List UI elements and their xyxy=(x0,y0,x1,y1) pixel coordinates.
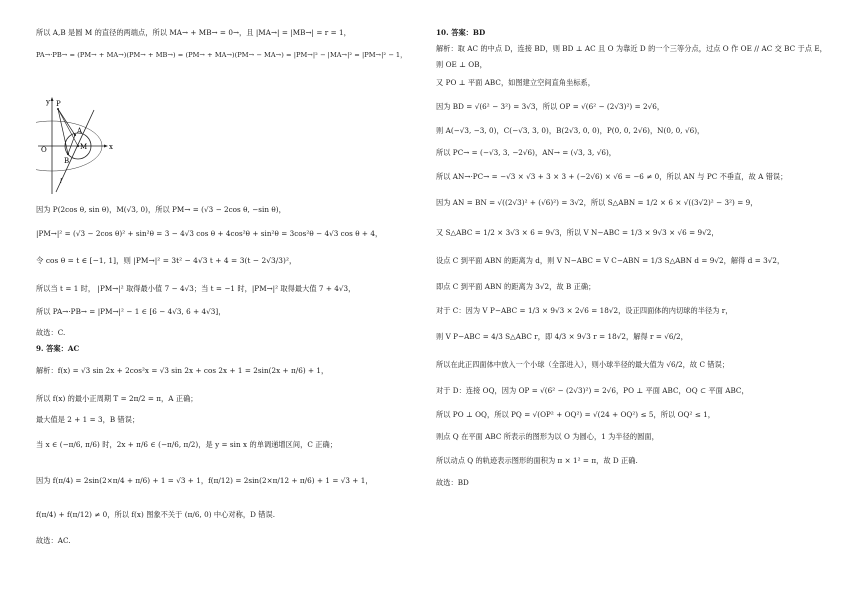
label-m: M xyxy=(80,143,88,151)
label-x: x xyxy=(109,143,113,151)
text-line: 所以动点 Q 的轨迹表示图形的面积为 π × 1² = π，故 D 正确. xyxy=(436,456,638,465)
text-line: 所以 PO ⊥ OQ，所以 PQ = √(OP² + OQ²) = √(24 + OQ²) ≤ 5，所以 OQ² ≤ 1， xyxy=(436,410,715,419)
text-line: 则 V P−ABC = 4/3 S△ABC r，即 4/3 × 9√3 r = 18√2，解得 r = √6/2， xyxy=(436,332,688,341)
text-line: 令 cos θ = t ∈ [−1, 1]，则 |PM→|² = 3t² − 4√3 t + 4 = 3(t − 2√3/3)²， xyxy=(36,256,297,265)
text-line: 因为 P(2cos θ, sin θ)，M(√3, 0)，所以 PM→ = (√3 − 2cos θ, −sin θ)， xyxy=(36,205,286,214)
text-line: 对于 D：连接 OQ，因为 OP = √(6² − (2√3)²) = 2√6，PO ⊥ 平面 ABC，OQ ⊂ 平面 ABC， xyxy=(436,386,749,395)
text-line: 因为 BD = √(6² − 3²) = 3√3，所以 OP = √(6² − (2√3)²) = 2√6， xyxy=(436,102,665,111)
text-line: 因为 AN = BN = √((2√3)² + (√6)²) = 3√2，所以 S△ABN = 1/2 × 6 × √((3√2)² − 3²) = 9， xyxy=(436,198,758,207)
text-line: 所以 AN→·PC→ = −√3 × √3 + 3 × 3 + (−2√6) × √6 = −6 ≠ 0，所以 AN 与 PC 不垂直，故 A 错误； xyxy=(436,172,788,181)
text-line: 当 x ∈ (−π/6, π/6) 时，2x + π/6 ∈ (−π/6, π/2)，是 y = sin x 的单调递增区间，C 正确； xyxy=(36,440,337,449)
text-line: 对于 C：因为 V P−ABC = 1/3 × 9√3 × 2√6 = 18√2，设正四面体的内切球的半径为 r， xyxy=(436,306,733,315)
text-line: PA→·PB→ = (PM→ + MA→)(PM→ + MB→) = (PM→ + MA→)(PM→ − MA→) = |PM→|² − |MA→|² = |PM→|² − 1， xyxy=(36,51,407,59)
text-line: 因为 f(π/4) = 2sin(2×π/4 + π/6) + 1 = √3 + 1，f(π/12) = 2sin(2×π/12 + π/6) + 1 = √3 + 1， xyxy=(36,476,373,485)
text-line: 故选：BD xyxy=(436,478,469,487)
text-line: 设点 C 到平面 ABN 的距离为 d，则 V N−ABC = V C−ABN = 1/3 S△ABN d = 9√2，解得 d = 3√2， xyxy=(436,256,785,265)
text-line: 又 PO ⊥ 平面 ABC，如图建立空间直角坐标系， xyxy=(436,78,596,87)
question-header: 10. 答案：BD xyxy=(436,28,486,37)
label-o: O xyxy=(41,146,47,154)
text-line: 所以 PC→ = (−√3, 3, −2√6)，AN→ = (√3, 3, √6)， xyxy=(436,148,617,157)
text-line: 所以在此正四面体中放入一个小球（全部进入），则小球半径的最大值为 √6/2，故 C 错误； xyxy=(436,360,730,369)
text-line: 解析：取 AC 的中点 D，连接 BD，则 BD ⊥ AC 且 O 为靠近 D 的一个三等分点，过点 O 作 OE // AC 交 BC 于点 E， xyxy=(436,44,827,53)
text-line: 最大值是 2 + 1 = 3，B 错误； xyxy=(36,415,140,424)
text-line: 则 A(−√3, −3, 0)，C(−√3, 3, 0)，B(2√3, 0, 0)，P(0, 0, 2√6)，N(0, 0, √6)， xyxy=(436,126,705,135)
text-line: |PM→|² = (√3 − 2cos θ)² + sin²θ = 3 − 4√3 cos θ + 4cos²θ + sin²θ = 3cos²θ − 4√3 cos θ + 4， xyxy=(36,229,383,238)
text-line: f(π/4) + f(π/12) ≠ 0，所以 f(x) 图象不关于 (π/6, 0) 中心对称，D 错误. xyxy=(36,510,276,519)
circle-diagram xyxy=(36,96,116,196)
text-line: 所以 f(x) 的最小正周期 T = 2π/2 = π，A 正确； xyxy=(36,394,198,403)
text-line: 故选：AC. xyxy=(36,536,71,545)
text-line: 所以 A,B 是圆 M 的直径的两端点，所以 MA→ + MB→ = 0→，且 |MA→| = |MB→| = r = 1， xyxy=(36,28,351,37)
text-line: 又 S△ABC = 1/2 × 3√3 × 6 = 9√3，所以 V N−ABC = 1/3 × 9√3 × √6 = 9√2， xyxy=(436,228,719,237)
label-b: B xyxy=(64,157,70,165)
text-line: 则点 Q 在平面 ABC 所表示的图形为以 O 为圆心，1 为半径的圆面， xyxy=(436,432,659,441)
text-line: 即点 C 到平面 ABN 的距离为 3√2，故 B 正确； xyxy=(436,282,596,291)
text-line: 所以 PA→·PB→ = |PM→|² − 1 ∈ [6 − 4√3, 6 + 4√3]， xyxy=(36,307,226,316)
label-y: y xyxy=(46,98,50,106)
label-a: A xyxy=(77,127,83,135)
text-line: 则 OE ⊥ OB， xyxy=(436,60,487,69)
text-line: 所以当 t = 1 时， |PM→|² 取得最小值 7 − 4√3；当 t = −1 时，|PM→|² 取得最大值 7 + 4√3， xyxy=(36,284,356,293)
text-line: 解析：f(x) = √3 sin 2x + 2cos²x = √3 sin 2x + cos 2x + 1 = 2sin(2x + π/6) + 1， xyxy=(36,366,329,375)
label-l: l xyxy=(60,178,62,185)
question-header: 9. 答案：AC xyxy=(36,344,80,353)
label-p: P xyxy=(56,100,61,108)
text-line: 故选：C. xyxy=(36,328,66,337)
